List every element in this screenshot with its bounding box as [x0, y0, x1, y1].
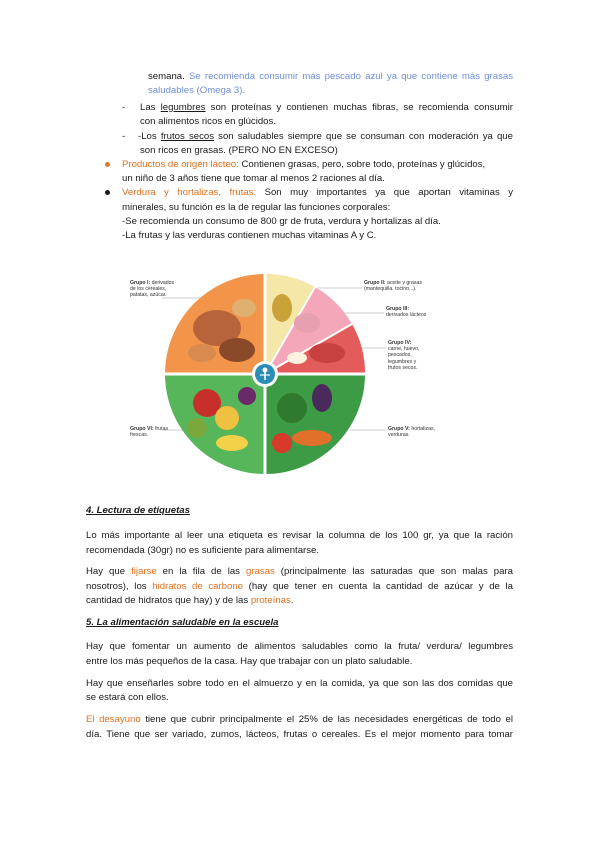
lacteos-text: Contienen grasas, pero, sobre todo, proteínas y glúcidos, [238, 159, 486, 170]
legumbres-text-c: son proteínas y contienen muchas fibras, se recomienda consumir [205, 102, 513, 113]
food-plate-illustration [122, 268, 428, 480]
group-1-label [130, 280, 174, 299]
group-5-label [388, 426, 435, 438]
verdura-line-1 [122, 186, 513, 199]
group-6-desc-a: frutas [153, 426, 169, 432]
section-4-p2-line-3 [86, 594, 294, 607]
group-1-desc-a: derivados [150, 280, 175, 286]
section-4-p1-line-1: Lo más importante al leer una etiqueta es revisar la columna de los 100 gr, ya que la ración [86, 530, 513, 541]
group-4-desc-c: legumbres y [388, 358, 417, 365]
group-1-desc-b: de los cereales, [130, 286, 167, 293]
group-4-desc-b: pescados, [388, 352, 412, 359]
group-5-desc-a: hortalizas, [409, 426, 435, 432]
group-6-desc-b: frescas. [130, 432, 149, 439]
fish-text-line-2: saludables (Omega 3). [148, 85, 246, 96]
group-2-desc-b: (mantequilla, tocino...). [364, 286, 417, 293]
bullet-dot [105, 162, 110, 167]
s4-p2-c1: cantidad de hidratos que hay) y de las [86, 595, 251, 606]
lacteos-heading: Productos de origen lácteo: [122, 159, 239, 170]
group-4-title: Grupo IV: [388, 340, 412, 346]
verdura-line-3: -Se recomienda un consumo de 800 gr de fruta, verdura y hortalizas al día. [122, 216, 441, 227]
group-6-title: Grupo VI: [130, 426, 154, 432]
section-5-heading: 5. La alimentación saludable en la escuela [86, 617, 279, 628]
section-5-p1-line-1: Hay que fomentar un aumento de alimentos saludables como la fruta/ verdura/ legumbres [86, 641, 513, 652]
section-5-p3-line-2: día. Tiene que ser variado, zumos, lácteos, frutas o cereales. Es el mejor momento para tomar [86, 729, 513, 740]
group-4-label [388, 340, 419, 371]
group-1-title: Grupo I: [130, 280, 151, 286]
group-3-desc: derivados lácteos [386, 312, 427, 319]
section-4-p2-line-2 [86, 580, 513, 593]
group-2-desc-a: aceite y grasas [385, 280, 422, 286]
group-5-desc-b: verduras. [388, 432, 410, 439]
legumbres-term: legumbres [160, 102, 206, 113]
fish-text-a: semana. [148, 71, 189, 82]
frutos-text-c: son saludables siempre que se consuman con moderación ya que [214, 131, 513, 142]
group-3-label [386, 306, 426, 318]
group-4-desc-a: carne, huevo, [388, 346, 420, 353]
proteinas-term: proteínas [250, 595, 291, 606]
s4-p2-a3: en la fila de las [156, 566, 246, 577]
verdura-line-2: minerales, su función es la de regular las funciones corporales: [122, 202, 391, 213]
section-5-p1-line-2: entre los más pequeños de la casa. Hay que trabajar con un plato saludable. [86, 656, 413, 667]
legumbres-text-a: Las [140, 102, 161, 113]
lacteos-line-2: un niño de 3 años tiene que tomar al menos 2 raciones al día. [122, 173, 385, 184]
section-5-p3-line-1 [86, 713, 513, 726]
s4-p2-a5: (principalmente las saturadas que son malas para [274, 566, 513, 577]
dash-marker: - [122, 102, 126, 113]
verdura-line-4: -La frutas y las verduras contienen muchas vitaminas A y C. [122, 230, 377, 241]
group-4-desc-d: frutos secos. [388, 364, 418, 371]
frutos-term: frutos secos [160, 131, 215, 142]
fish-text-line-1 [148, 70, 513, 83]
group-5-title: Grupo V: [388, 426, 410, 432]
frutos-line-2: son ricos en grasas. (PERO NO EN EXCESO) [140, 145, 338, 156]
section-4-p1-line-2: recomendada (30gr) no es suficiente para alimentarse. [86, 545, 320, 556]
group-3-title: Grupo III: [386, 306, 410, 312]
fijarse-term: fijarse [131, 566, 157, 577]
verdura-heading: Verdura y hortalizas, frutas: [122, 187, 257, 198]
desayuno-term: El desayuno [86, 714, 141, 725]
legumbres-line-2: con alimentos ricos en glúcidos. [140, 116, 276, 127]
dash-marker: - [122, 131, 126, 142]
s4-p2-b3: (hay que tener en cuenta la cantidad de azúcar y de la [243, 581, 513, 592]
s4-p2-a1: Hay que [86, 566, 132, 577]
group-2-label [364, 280, 422, 292]
hidratos-term: hidratos de carbono [152, 581, 244, 592]
section-5-p2-line-2: se estará con ellos. [86, 692, 169, 703]
bullet-dot [105, 190, 110, 195]
fish-recommendation: Se recomienda consumir más pescado azul ya que contiene más grasas [189, 71, 514, 82]
group-6-label [130, 426, 168, 438]
food-plate-diagram [122, 268, 435, 480]
group-2-title: Grupo II: [364, 280, 386, 286]
section-4-p2-line-1 [86, 565, 513, 578]
s5-p3-a2: tiene que cubrir principalmente el 25% de las necesidades energéticas de todo el [140, 714, 513, 725]
verdura-text: Son muy importantes ya que aportan vitaminas y [256, 187, 513, 198]
grasas-term: grasas [245, 566, 275, 577]
frutos-text-a: -Los [138, 131, 161, 142]
section-4-heading: 4. Lectura de etiquetas [86, 505, 190, 516]
legumbres-line-1 [140, 101, 513, 114]
section-5-p2-line-1: Hay que enseñarles sobre todo en el almuerzo y en la comida, ya que son las dos comidas que [86, 678, 513, 689]
s4-p2-b1: nosotros), los [86, 581, 153, 592]
frutos-line-1 [138, 130, 513, 143]
group-1-desc-c: patatas, azúcar. [130, 292, 167, 299]
lacteos-line-1 [122, 158, 485, 171]
s4-p2-c3: . [290, 595, 294, 606]
